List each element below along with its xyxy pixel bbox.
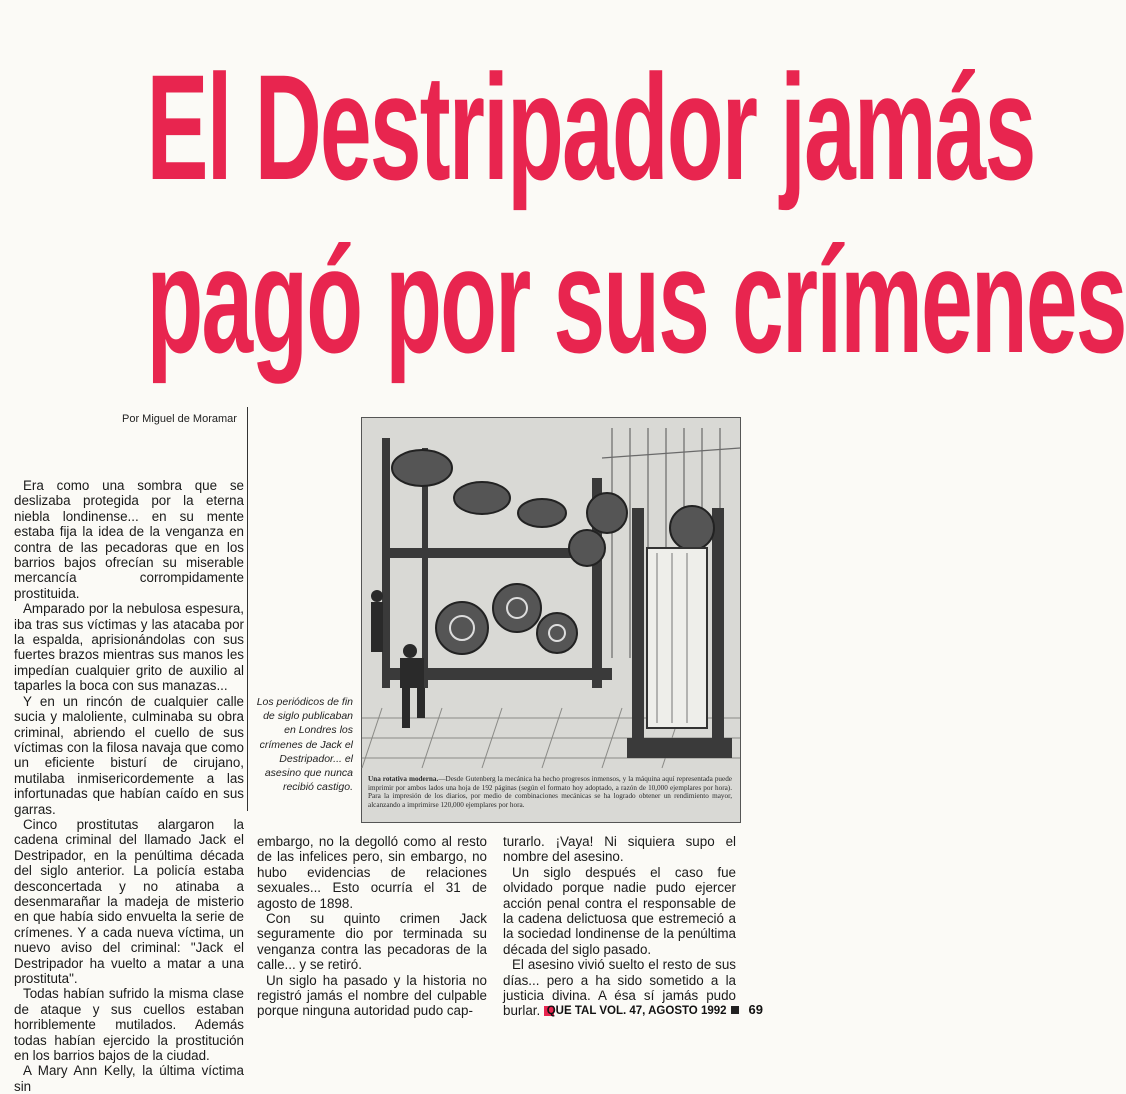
paragraph: Todas habían sufrido la misma clase de ataque y sus cuellos estaban horriblemente mutilados. Además todas habían ejercido la prostitución en los barrios bajos de la ciudad. <box>14 986 244 1064</box>
square-bullet-icon <box>731 1006 739 1014</box>
photo-print-caption <box>368 775 732 809</box>
column-divider <box>247 407 248 811</box>
photo-caption-lead: Una rotativa moderna. <box>368 775 439 783</box>
page-number: 69 <box>748 1002 763 1017</box>
paragraph: embargo, no la degolló como al resto de las infelices pero, sin embargo, no hubo evidencias de relaciones sexuales... Esto ocurría el 31 de agosto de 1898. <box>257 834 487 911</box>
photo-sidebar-caption: Los periódicos de fin de siglo publicaban en Londres los crímenes de Jack el Destripador... el asesino que nunca recibió castigo. <box>256 696 353 794</box>
headline-line-1: El Destripador jamás <box>146 43 1035 211</box>
paragraph: turarlo. ¡Vaya! Ni siquiera supo el nombre del asesino. <box>503 834 736 865</box>
headline-line-2: pagó por sus crímenes <box>146 216 1126 384</box>
photo-caption-text: —Desde Gutenberg la mecánica ha hecho progresos inmensos, y la máquina aquí representada puede imprimir por ambos lados una hoja de 192 páginas (según el formato hoy adoptado, a razón de 10,000 ejemplares por hora). Para la impresión de los diarios, por medio de combinaciones mecánicas se ha logrado obtener un rendimiento mayor, alcanzando a imprimirse 120,000 ejemplares por hora. <box>368 775 732 809</box>
paragraph: Un siglo ha pasado y la historia no registró jamás el nombre del culpable porque ninguna autoridad pudo cap- <box>257 972 487 1019</box>
article-column-1 <box>14 478 244 1094</box>
last-paragraph-text: El asesino vivió suelto el resto de sus días... pero a ha sido sometido a la justicia divina. A ésa sí jamás pudo burlar. <box>503 957 736 1019</box>
publication-info: QUE TAL VOL. 47, AGOSTO 1992 <box>546 1005 727 1017</box>
paragraph: Era como una sombra que se deslizaba protegida por la eterna niebla londinense... en su mente estaba fija la idea de la venganza en contra de las pecadoras que en los barrios bajos ofrecían su miserable mercancía corrompidamente prostituida. <box>14 478 244 601</box>
paragraph: Y en un rincón de cualquier calle sucia y maloliente, culminaba su obra criminal, abriendo el cuello de sus víctimas con la filosa navaja que como un eficiente bisturí de cirujano, mutilaba inmisericordemente a las infortunadas que habían caído en sus garras. <box>14 693 244 817</box>
paragraph: Amparado por la nebulosa espesura, iba tras sus víctimas y las atacaba por la espalda, aprisionándolas con sus fuertes brazos mientras sus manos les impedían cualquier grito de auxilio al taparles la boca con sus manazas... <box>14 601 244 694</box>
paragraph: A Mary Ann Kelly, la última víctima sin <box>14 1063 244 1094</box>
paragraph: Con su quinto crimen Jack seguramente dio por terminada su venganza contra las pecadoras de la calle... y se retiró. <box>257 911 487 973</box>
printing-press-illustration <box>362 418 740 822</box>
article-column-2 <box>257 834 487 1019</box>
paragraph: Cinco prostitutas alargaron la cadena criminal del llamado Jack el Destripador, en la penúltima década del siglo anterior. La policía estaba desconcertada y no atinaba a desenmarañar la madeja de misterio en que había sido envuelta la serie de crímenes. Y a cada nueva víctima, un nuevo aviso del criminal: "Jack el Destripador ha vuelto a matar a una prostituta". <box>14 816 244 986</box>
byline: Por Miguel de Moramar <box>122 413 237 425</box>
page-footer <box>547 1002 763 1017</box>
article-column-3 <box>503 834 736 1019</box>
paragraph: Un siglo después el caso fue olvidado porque nadie pudo ejercer acción penal contra el responsable de la cadena delictuosa que estremeció a la sociedad londinense de la penúltima década del siglo pasado. <box>503 864 736 957</box>
printing-press-photo <box>361 417 741 823</box>
